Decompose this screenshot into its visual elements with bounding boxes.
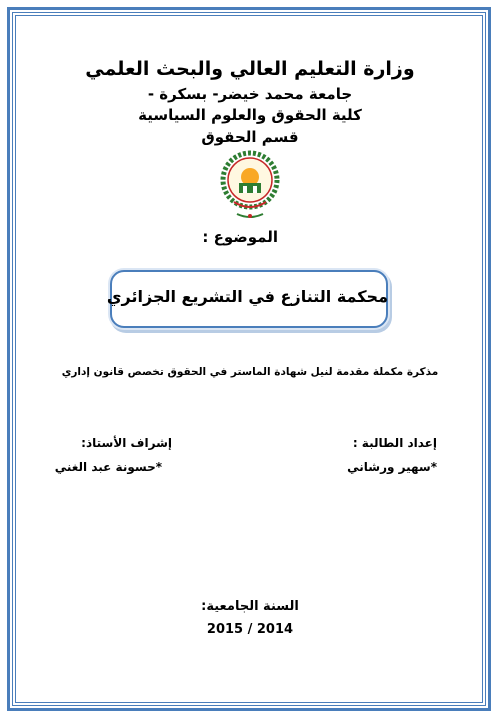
student-label: إعداد الطالبة :: [352, 436, 437, 450]
department-heading: قسم الحقوق: [201, 128, 299, 146]
university-seal-icon: [217, 150, 283, 224]
university-heading: جامعة محمد خيضر- بسكرة -: [147, 85, 353, 103]
thesis-title: محكمة التنازع في التشريع الجزائري: [106, 287, 388, 306]
academic-year-value: 2015 / 2014: [206, 622, 294, 637]
faculty-heading: كلية الحقوق والعلوم السياسية: [138, 106, 362, 124]
supervisor-label: إشراف الأستاذ:: [81, 436, 172, 450]
student-name: *سهير ورشاني: [347, 460, 437, 474]
supervisor-name: *حسونة عبد الغني: [54, 460, 162, 474]
topic-label: الموضوع :: [202, 228, 278, 246]
thesis-description: مذكرة مكملة مقدمة لنيل شهادة الماستر في الحقوق تخصص قانون إداري: [61, 366, 439, 378]
ministry-heading: وزارة التعليم العالي والبحث العلمي: [85, 58, 415, 80]
academic-year-label: السنة الجامعية:: [201, 599, 299, 614]
